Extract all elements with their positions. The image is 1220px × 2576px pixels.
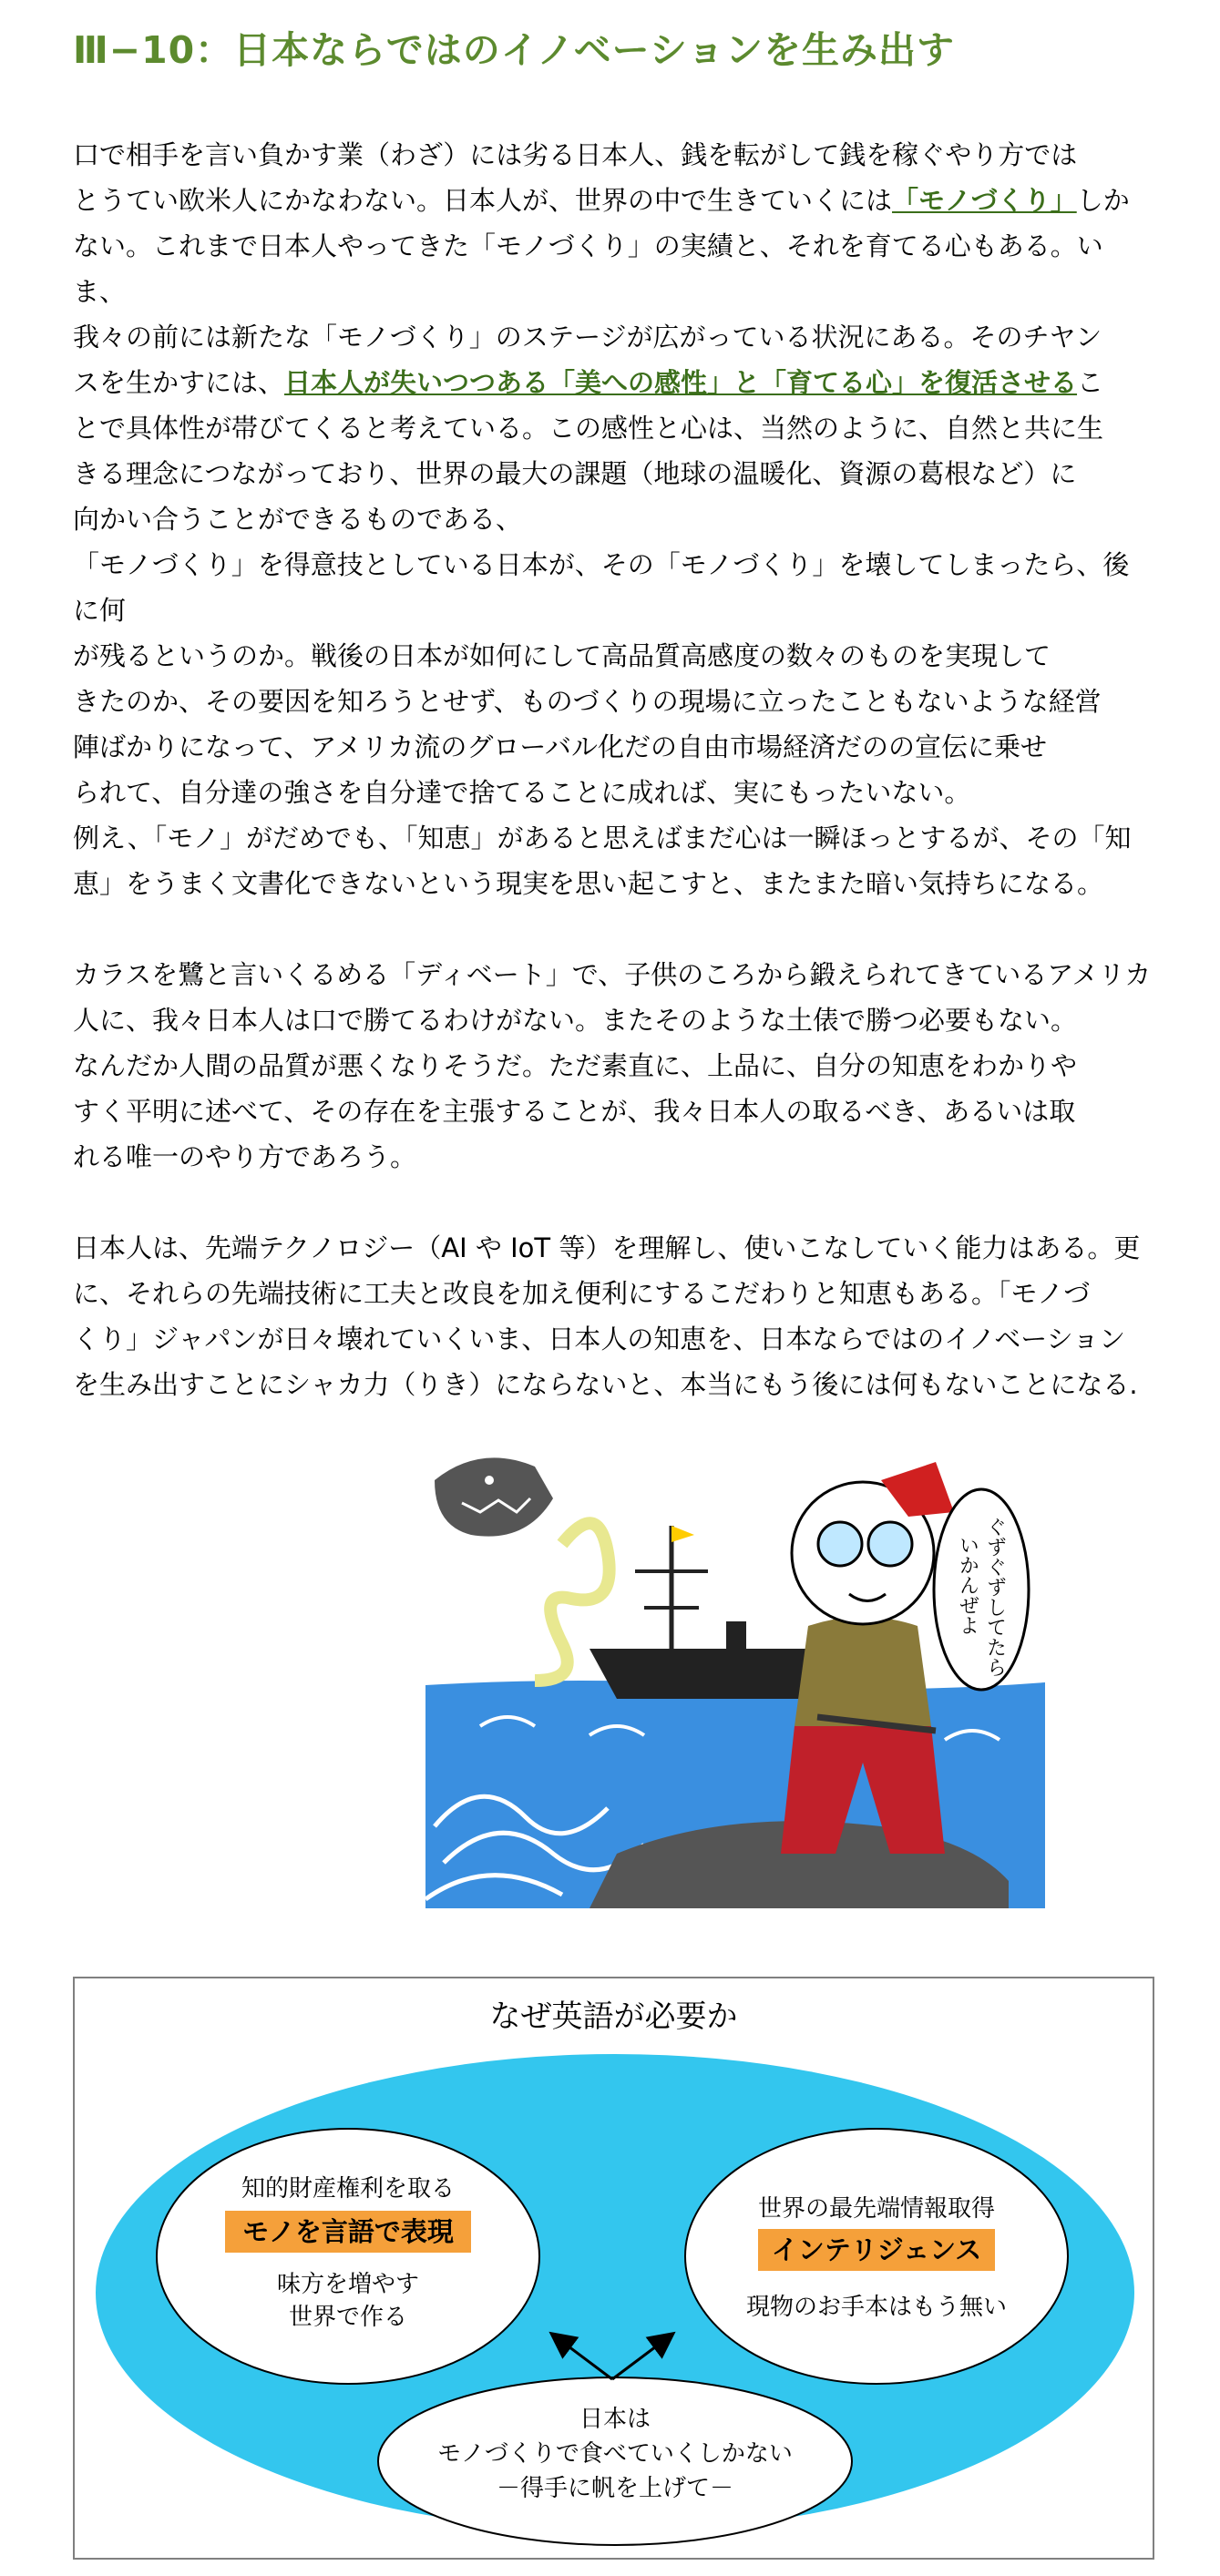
right-label-box: インテリジェンス [758, 2229, 995, 2271]
paragraph-5 [73, 1225, 1153, 1407]
paragraph-line: カラスを鷺と言いくるめる「ディベート」で、子供のころから鍛えられてきているアメリカ [73, 959, 1152, 990]
paragraph-line: すく平明に述べて、その存在を主張することが、我々日本人の取るべき、あるいは取 [73, 1096, 1076, 1127]
left-ellipse [157, 2129, 539, 2384]
paragraph-line: 恵」をうまく文書化できないという現実を思い起こすと、またまた暗い気持ちになる。 [73, 868, 1104, 899]
speech-bubble-line-1: ぐずぐずしてたら [983, 1517, 1007, 1677]
speech-bubble-line-2: いかんぜよ [956, 1535, 979, 1635]
paragraph-line: なんだか人間の品質が悪くなりそうだ。ただ素直に、上品に、自分の知恵をわかりや [73, 1050, 1078, 1081]
left-bottom-line: 世界で作る [288, 2304, 407, 2331]
paragraph-line: きたのか、その要因を知ろうとせず、ものづくりの現場に立ったこともないような経営 [73, 686, 1102, 717]
line-text: しか [1076, 185, 1130, 216]
paragraph-line: 向かい合うことができるものである、 [73, 504, 523, 535]
paragraph-line: られて、自分達の強さを自分達で捨てることに成れば、実にもったいない。 [73, 777, 971, 808]
bottom-line: －得手に帆を上げて－ [496, 2475, 733, 2502]
cartoon-glasses [868, 1522, 912, 1566]
cartoon-speech-bubble [934, 1489, 1029, 1690]
cartoon-shark-eye [485, 1476, 494, 1485]
bottom-line: モノづくりで食べていくしかない [437, 2440, 793, 2468]
paragraph-1 [73, 132, 1153, 542]
left-label-box: モノを言語で表現 [225, 2211, 471, 2253]
paragraph-line: れる唯一のやり方であろう。 [73, 1141, 417, 1172]
paragraph-line: を生み出すことにシャカ力（りき）にならないと、本当にもう後には何もないことになる. [73, 1369, 1138, 1400]
paragraph-line [73, 360, 1153, 405]
bottom-line: 日本は [579, 2406, 651, 2433]
paragraph-line: 人に、我々日本人は口で勝てるわけがない。またそのような土俵で勝つ必要もない。 [73, 1005, 1078, 1036]
paragraph-3 [73, 815, 1153, 906]
bottom-ellipse-text [405, 2402, 825, 2506]
left-bottom-text [211, 2268, 485, 2334]
page-title: Ⅲ−10：日本ならではのイノベーションを生み出す [73, 28, 956, 72]
line-text: とうてい欧米人にかなわない。日本人が、世界の中で生きていくには [73, 185, 893, 216]
line-text: こ [1077, 367, 1104, 398]
why-english-diagram [73, 1977, 1154, 2560]
paragraph-line: に、それらの先端技術に工夫と改良を加え便利にするこだわりと知恵もある。「モノづ [73, 1278, 1091, 1309]
paragraph-line: が残るというのか。戦後の日本が如何にして高品質高感度の数々のものを実現して [73, 640, 1051, 671]
paragraph-line: 口で相手を言い負かす業（わざ）には劣る日本人、銭を転がして銭を稼ぐやり方では [73, 139, 1078, 170]
paragraph-4 [73, 952, 1153, 1180]
paragraph-line: 例え、「モノ」がだめでも、「知恵」があると思えばまだ心は一瞬ほっとするが、その「知 [73, 823, 1132, 854]
highlight-revive-sensibility: 日本人が失いつつある「美への感性」と「育てる心」を復活させる [284, 367, 1078, 398]
cartoon-smokestack [726, 1621, 746, 1649]
paragraph-line: 日本人は、先端テクノロジー（AI や IoT 等）を理解し、使いこなしていく能力はある。更 [73, 1232, 1141, 1263]
paragraph-line: 我々の前には新たな「モノづくり」のステージが広がっている状況にある。そのチヤン [73, 322, 1102, 353]
paragraph-line: くり」ジャパンが日々壊れていくいま、日本人の知恵を、日本ならではのイノベーション [73, 1324, 1126, 1354]
cartoon-glasses [818, 1522, 862, 1566]
left-bottom-line: 味方を増やす [276, 2271, 419, 2298]
paragraph-line: ない。これまで日本人やってきた「モノづくり」の実績と、それを育てる心もある。いま、 [73, 230, 1103, 307]
line-text: スを生かすには、 [73, 367, 285, 398]
right-top-text: 世界の最先端情報取得 [757, 2195, 995, 2223]
paragraph-line: 陣ばかりになって、アメリカ流のグローバル化だの自由市場経済だのの宣伝に乗せ [73, 731, 1047, 762]
left-top-text: 知的財産権利を取る [241, 2175, 455, 2203]
paragraph-line: きる理念につながっており、世界の最大の課題（地球の温暖化、資源の葛根など）に [73, 458, 1077, 489]
paragraph-2 [73, 542, 1153, 815]
diagram-title: なぜ英語が必要か [489, 1998, 738, 2035]
paragraph-line: 「モノづくり」を得意技としている日本が、その「モノづくり」を壊してしまったら、後に何 [73, 549, 1130, 626]
right-bottom-text: 現物のお手本はもう無い [745, 2294, 1007, 2321]
highlight-monozukuri: 「モノづくり」 [892, 185, 1077, 216]
paragraph-line [73, 178, 1153, 223]
cartoon-kimono [795, 1617, 931, 1726]
samurai-cartoon-illustration [425, 1426, 1045, 1908]
paragraph-line: とで具体性が帯びてくると考えている。この感性と心は、当然のように、自然と共に生 [73, 413, 1104, 444]
